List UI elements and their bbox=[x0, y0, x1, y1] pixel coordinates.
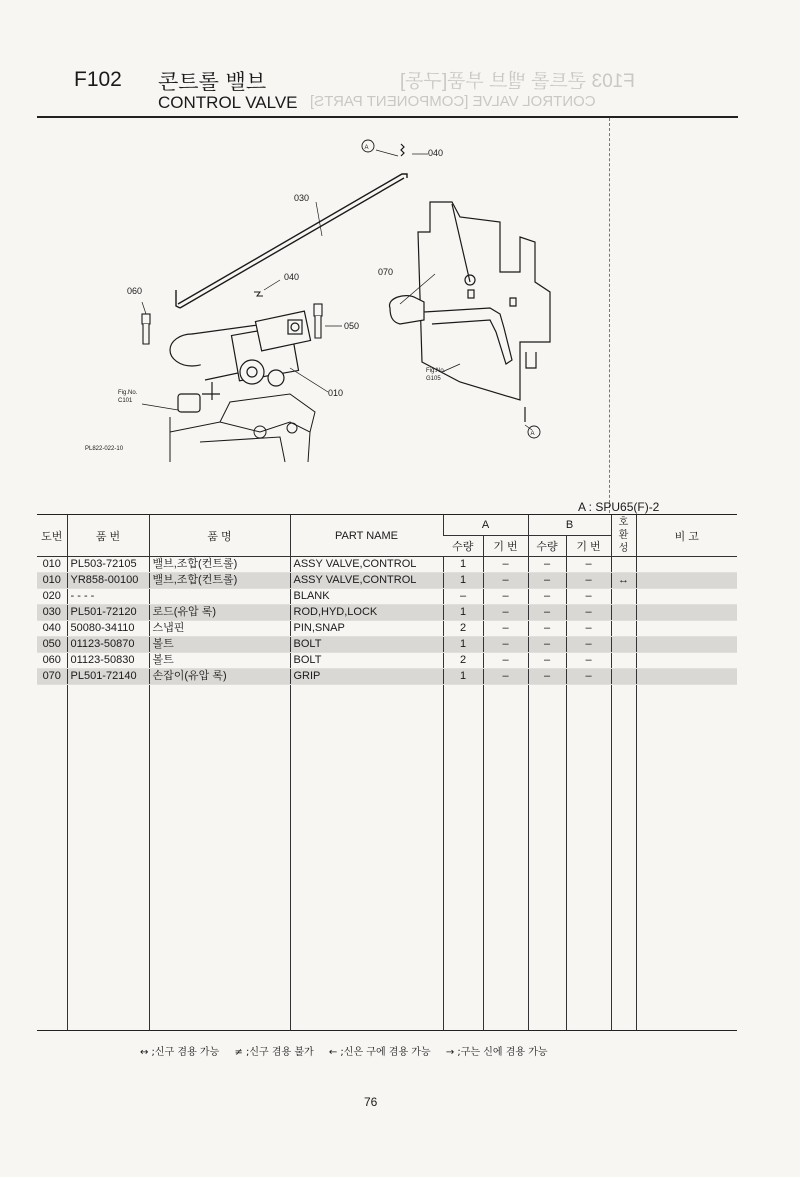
korean-name-cell bbox=[149, 589, 290, 605]
model-note: A : SPU65(F)-2 bbox=[578, 500, 660, 514]
callout-070: 070 bbox=[378, 267, 394, 277]
compatibility-legend bbox=[140, 1043, 560, 1058]
blank-cell bbox=[443, 685, 483, 1031]
a-serial-cell: – bbox=[483, 637, 528, 653]
b-serial-cell: – bbox=[566, 621, 611, 637]
header-a-serial: 기 번 bbox=[483, 536, 528, 557]
header-group-a: A bbox=[443, 515, 528, 536]
korean-name-cell: 로드(유압 록) bbox=[149, 605, 290, 621]
parts-table bbox=[37, 514, 737, 1031]
korean-name-cell: 볼트 bbox=[149, 637, 290, 653]
korean-name-cell: 볼트 bbox=[149, 653, 290, 669]
legend-item: ≠ ;신구 겸용 불가 bbox=[234, 1047, 314, 1058]
callout-010: 010 bbox=[328, 388, 344, 398]
compat-cell bbox=[611, 605, 636, 621]
header-b-serial: 기 번 bbox=[566, 536, 611, 557]
remarks-cell bbox=[636, 637, 737, 653]
table-row bbox=[37, 637, 737, 653]
bleed-through-subheader: CONTROL VALVE [COMPONENT PARTS] bbox=[310, 93, 596, 110]
b-qty-cell: – bbox=[528, 669, 566, 685]
a-serial-cell: – bbox=[483, 557, 528, 573]
b-serial-cell: – bbox=[566, 605, 611, 621]
a-qty-cell: 2 bbox=[443, 621, 483, 637]
remarks-cell bbox=[636, 653, 737, 669]
a-qty-cell: 1 bbox=[443, 557, 483, 573]
header-part-no: 품 번 bbox=[67, 515, 149, 557]
table-row bbox=[37, 557, 737, 573]
compat-cell bbox=[611, 557, 636, 573]
table-blank-area bbox=[37, 685, 737, 1031]
part-name-cell: BLANK bbox=[290, 589, 443, 605]
part-name-cell: ASSY VALVE,CONTROL bbox=[290, 557, 443, 573]
b-serial-cell: – bbox=[566, 637, 611, 653]
a-qty-cell: 1 bbox=[443, 669, 483, 685]
hydraulic-lock-rod bbox=[176, 174, 407, 308]
fig-ref-c101-line2: C101 bbox=[118, 398, 133, 404]
a-serial-cell: – bbox=[483, 605, 528, 621]
bleed-through-header: F103 콘트롤 밸브 부품[구동] bbox=[400, 71, 635, 92]
remarks-cell bbox=[636, 669, 737, 685]
page-number: 76 bbox=[364, 1095, 378, 1109]
b-serial-cell: – bbox=[566, 573, 611, 589]
part-number-cell: 50080-34110 bbox=[67, 621, 149, 637]
part-number-cell: - - - - bbox=[67, 589, 149, 605]
compat-cell: ↔ bbox=[611, 573, 636, 589]
header-b-qty: 수량 bbox=[528, 536, 566, 557]
blank-cell bbox=[566, 685, 611, 1031]
a-serial-cell: – bbox=[483, 669, 528, 685]
page-title-korean: 콘트롤 밸브 bbox=[158, 70, 267, 94]
fig-ref-g105-line2: G105 bbox=[426, 376, 441, 382]
page-title-english: CONTROL VALVE bbox=[158, 93, 298, 112]
header-group-b: B bbox=[528, 515, 611, 536]
header-compat: 호환성 bbox=[611, 515, 636, 557]
b-qty-cell: – bbox=[528, 573, 566, 589]
part-no-cell: 010 bbox=[37, 557, 67, 573]
part-no-cell: 030 bbox=[37, 605, 67, 621]
compat-cell bbox=[611, 637, 636, 653]
callout-030: 030 bbox=[294, 193, 310, 203]
table-row bbox=[37, 605, 737, 621]
fig-ref-c101-line1: Fig.No. bbox=[118, 390, 138, 396]
korean-name-cell: 밸브,조합(컨트롤) bbox=[149, 573, 290, 589]
table-row bbox=[37, 573, 737, 589]
remarks-cell bbox=[636, 605, 737, 621]
part-name-cell: PIN,SNAP bbox=[290, 621, 443, 637]
header-name-ko: 품 명 bbox=[149, 515, 290, 557]
b-qty-cell: – bbox=[528, 653, 566, 669]
header-part-name: PART NAME bbox=[290, 515, 443, 557]
a-qty-cell: – bbox=[443, 589, 483, 605]
part-number-cell: PL501-72120 bbox=[67, 605, 149, 621]
callout-040-top: 040 bbox=[428, 148, 444, 158]
part-name-cell: BOLT bbox=[290, 653, 443, 669]
table-row bbox=[37, 669, 737, 685]
snap-pin-top bbox=[401, 144, 404, 156]
a-qty-cell: 1 bbox=[443, 637, 483, 653]
legend-item: ← ;신은 구에 겸용 가능 bbox=[328, 1047, 431, 1058]
part-name-cell: ROD,HYD,LOCK bbox=[290, 605, 443, 621]
callout-labels bbox=[85, 140, 540, 452]
blank-cell bbox=[67, 685, 149, 1031]
part-number-cell: PL503-72105 bbox=[67, 557, 149, 573]
b-qty-cell: – bbox=[528, 637, 566, 653]
svg-text:A: A bbox=[364, 145, 369, 151]
part-no-cell: 070 bbox=[37, 669, 67, 685]
b-serial-cell: – bbox=[566, 589, 611, 605]
blank-cell bbox=[290, 685, 443, 1031]
a-serial-cell: – bbox=[483, 621, 528, 637]
part-name-cell: GRIP bbox=[290, 669, 443, 685]
part-number-cell: 01123-50830 bbox=[67, 653, 149, 669]
part-no-cell: 010 bbox=[37, 573, 67, 589]
callout-040-mid: 040 bbox=[284, 272, 300, 282]
svg-text:A: A bbox=[530, 431, 535, 437]
drawing-code: PL822-022-10 bbox=[85, 446, 124, 452]
part-number-cell: PL501-72140 bbox=[67, 669, 149, 685]
header-remarks: 비 고 bbox=[636, 515, 737, 557]
exploded-parts-diagram bbox=[80, 132, 610, 472]
blank-cell bbox=[528, 685, 566, 1031]
korean-name-cell: 스냅핀 bbox=[149, 621, 290, 637]
blank-cell bbox=[611, 685, 636, 1031]
a-serial-cell: – bbox=[483, 653, 528, 669]
blank-cell bbox=[37, 685, 67, 1031]
b-qty-cell: – bbox=[528, 557, 566, 573]
korean-name-cell: 밸브,조합(컨트롤) bbox=[149, 557, 290, 573]
b-qty-cell: – bbox=[528, 621, 566, 637]
snap-pin-middle bbox=[254, 292, 263, 296]
blank-cell bbox=[149, 685, 290, 1031]
part-no-cell: 060 bbox=[37, 653, 67, 669]
b-qty-cell: – bbox=[528, 589, 566, 605]
a-qty-cell: 2 bbox=[443, 653, 483, 669]
table-row bbox=[37, 653, 737, 669]
grip-and-lever bbox=[389, 296, 512, 364]
callout-050: 050 bbox=[344, 321, 360, 331]
part-number-cell: YR858-00100 bbox=[67, 573, 149, 589]
korean-name-cell: 손잡이(유압 록) bbox=[149, 669, 290, 685]
part-no-cell: 050 bbox=[37, 637, 67, 653]
a-qty-cell: 1 bbox=[443, 573, 483, 589]
remarks-cell bbox=[636, 621, 737, 637]
b-serial-cell: – bbox=[566, 669, 611, 685]
remarks-cell bbox=[636, 589, 737, 605]
page-code: F102 bbox=[74, 68, 122, 91]
compat-cell bbox=[611, 621, 636, 637]
blank-cell bbox=[636, 685, 737, 1031]
part-name-cell: BOLT bbox=[290, 637, 443, 653]
remarks-cell bbox=[636, 573, 737, 589]
legend-item: ↔ ;신구 겸용 가능 bbox=[140, 1047, 220, 1058]
compat-cell bbox=[611, 653, 636, 669]
blank-cell bbox=[483, 685, 528, 1031]
a-serial-cell: – bbox=[483, 589, 528, 605]
part-no-cell: 040 bbox=[37, 621, 67, 637]
compat-cell bbox=[611, 669, 636, 685]
part-no-cell: 020 bbox=[37, 589, 67, 605]
part-name-cell: ASSY VALVE,CONTROL bbox=[290, 573, 443, 589]
table-row bbox=[37, 589, 737, 605]
header-no: 도번 bbox=[37, 515, 67, 557]
part-number-cell: 01123-50870 bbox=[67, 637, 149, 653]
table-row bbox=[37, 621, 737, 637]
b-qty-cell: – bbox=[528, 605, 566, 621]
a-qty-cell: 1 bbox=[443, 605, 483, 621]
b-serial-cell: – bbox=[566, 653, 611, 669]
fig-ref-g105-line1: Fig.No. bbox=[426, 368, 446, 374]
header-rule bbox=[37, 116, 738, 118]
legend-item: → ;구는 신에 겸용 가능 bbox=[445, 1047, 548, 1058]
control-valve-body bbox=[170, 311, 311, 412]
compat-cell bbox=[611, 589, 636, 605]
remarks-cell bbox=[636, 557, 737, 573]
b-serial-cell: – bbox=[566, 557, 611, 573]
header-a-qty: 수량 bbox=[443, 536, 483, 557]
a-serial-cell: – bbox=[483, 573, 528, 589]
callout-060: 060 bbox=[127, 286, 143, 296]
